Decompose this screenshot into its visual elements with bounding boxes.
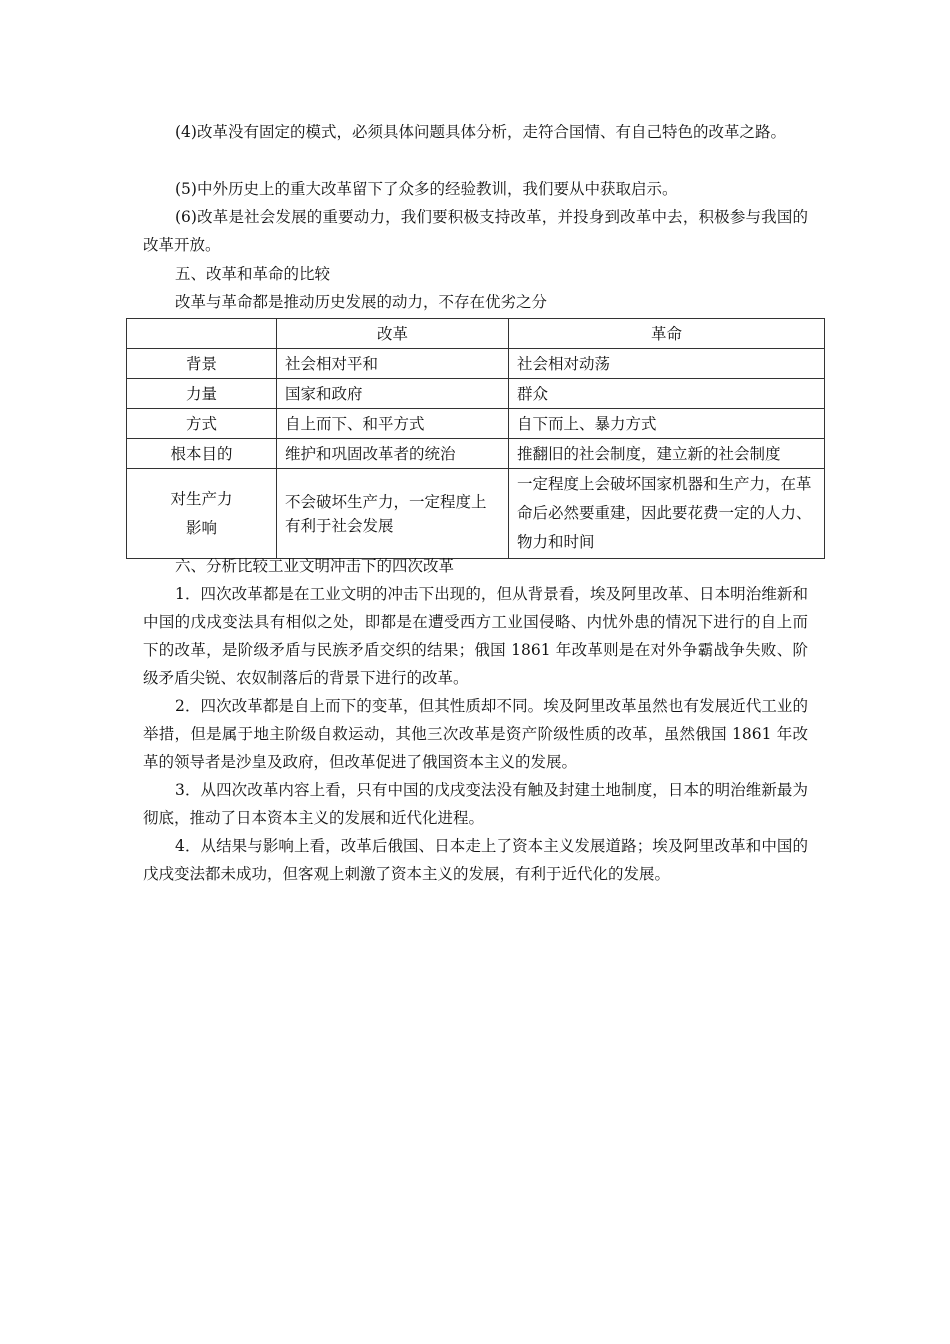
section6-paragraph-2: 2．四次改革都是自上而下的变革，但其性质却不同。埃及阿里改革虽然也有发展近代工业的举措，但是属于地主阶级自救运动，其他三次改革是资产阶级性质的改革，虽然俄国 1861 年改革的领导者是沙皇及政府，但改革促进了俄国资本主义的发展。 [143, 697, 808, 771]
section5-heading: 五、改革和革命的比较 [175, 265, 331, 283]
table-row [127, 379, 825, 409]
section6-heading: 六、分析比较工业文明冲击下的四次改革 [175, 557, 455, 575]
table-header-cell: 改革 [277, 319, 509, 349]
paragraph-reform-support: (6)改革是社会发展的重要动力，我们要积极支持改革，并投身到改革中去，积极参与我国的改革开放。 [143, 208, 808, 254]
table-cell: 自上而下、和平方式 [277, 409, 509, 439]
table-row-label: 根本目的 [127, 439, 277, 469]
table-cell: 推翻旧的社会制度，建立新的社会制度 [509, 439, 825, 469]
section6-paragraph-1: 1．四次改革都是在工业文明的冲击下出现的，但从背景看，埃及阿里改革、日本明治维新和中国的戊戌变法具有相似之处，即都是在遭受西方工业国侵略、内忧外患的情况下进行的自上而下的改革，是阶级矛盾与民族矛盾交织的结果；俄国 1861 年改革则是在对外争霸战争失败、阶级矛盾尖锐、农奴制落后的背景下进行的改革。 [143, 585, 808, 687]
table-row [127, 409, 825, 439]
table-row-label-text: 对生产力影响 [170, 489, 233, 537]
table-row-label: 背景 [127, 349, 277, 379]
table-cell: 维护和巩固改革者的统治 [277, 439, 509, 469]
table-cell: 社会相对动荡 [509, 349, 825, 379]
table-cell: 国家和政府 [277, 379, 509, 409]
section5-intro: 改革与革命都是推动历史发展的动力，不存在优劣之分 [175, 293, 548, 311]
table-header-cell [127, 319, 277, 349]
section6-paragraph-3: 3．从四次改革内容上看，只有中国的戊戌变法没有触及封建土地制度，日本的明治维新最为彻底，推动了日本资本主义的发展和近代化进程。 [143, 781, 808, 827]
table-cell: 不会破坏生产力，一定程度上有利于社会发展 [277, 469, 509, 559]
table-row-label [127, 469, 277, 559]
table-row [127, 349, 825, 379]
table-cell: 一定程度上会破坏国家机器和生产力，在革命后必然要重建，因此要花费一定的人力、物力和时间 [509, 469, 825, 559]
table-row [127, 439, 825, 469]
section6-paragraph-4: 4．从结果与影响上看，改革后俄国、日本走上了资本主义发展道路；埃及阿里改革和中国的戊戌变法都未成功，但客观上刺激了资本主义的发展，有利于近代化的发展。 [143, 837, 808, 883]
paragraph-reform-model: (4)改革没有固定的模式，必须具体问题具体分析，走符合国情、有自己特色的改革之路。 [175, 123, 786, 141]
table-row-label: 方式 [127, 409, 277, 439]
paragraph-reform-lessons: (5)中外历史上的重大改革留下了众多的经验教训，我们要从中获取启示。 [175, 180, 678, 198]
table-row-label: 力量 [127, 379, 277, 409]
table-cell: 社会相对平和 [277, 349, 509, 379]
table-header-row [127, 319, 825, 349]
comparison-table [126, 318, 825, 559]
table-cell: 群众 [509, 379, 825, 409]
table-row [127, 469, 825, 559]
table-cell: 自下而上、暴力方式 [509, 409, 825, 439]
table-header-cell: 革命 [509, 319, 825, 349]
